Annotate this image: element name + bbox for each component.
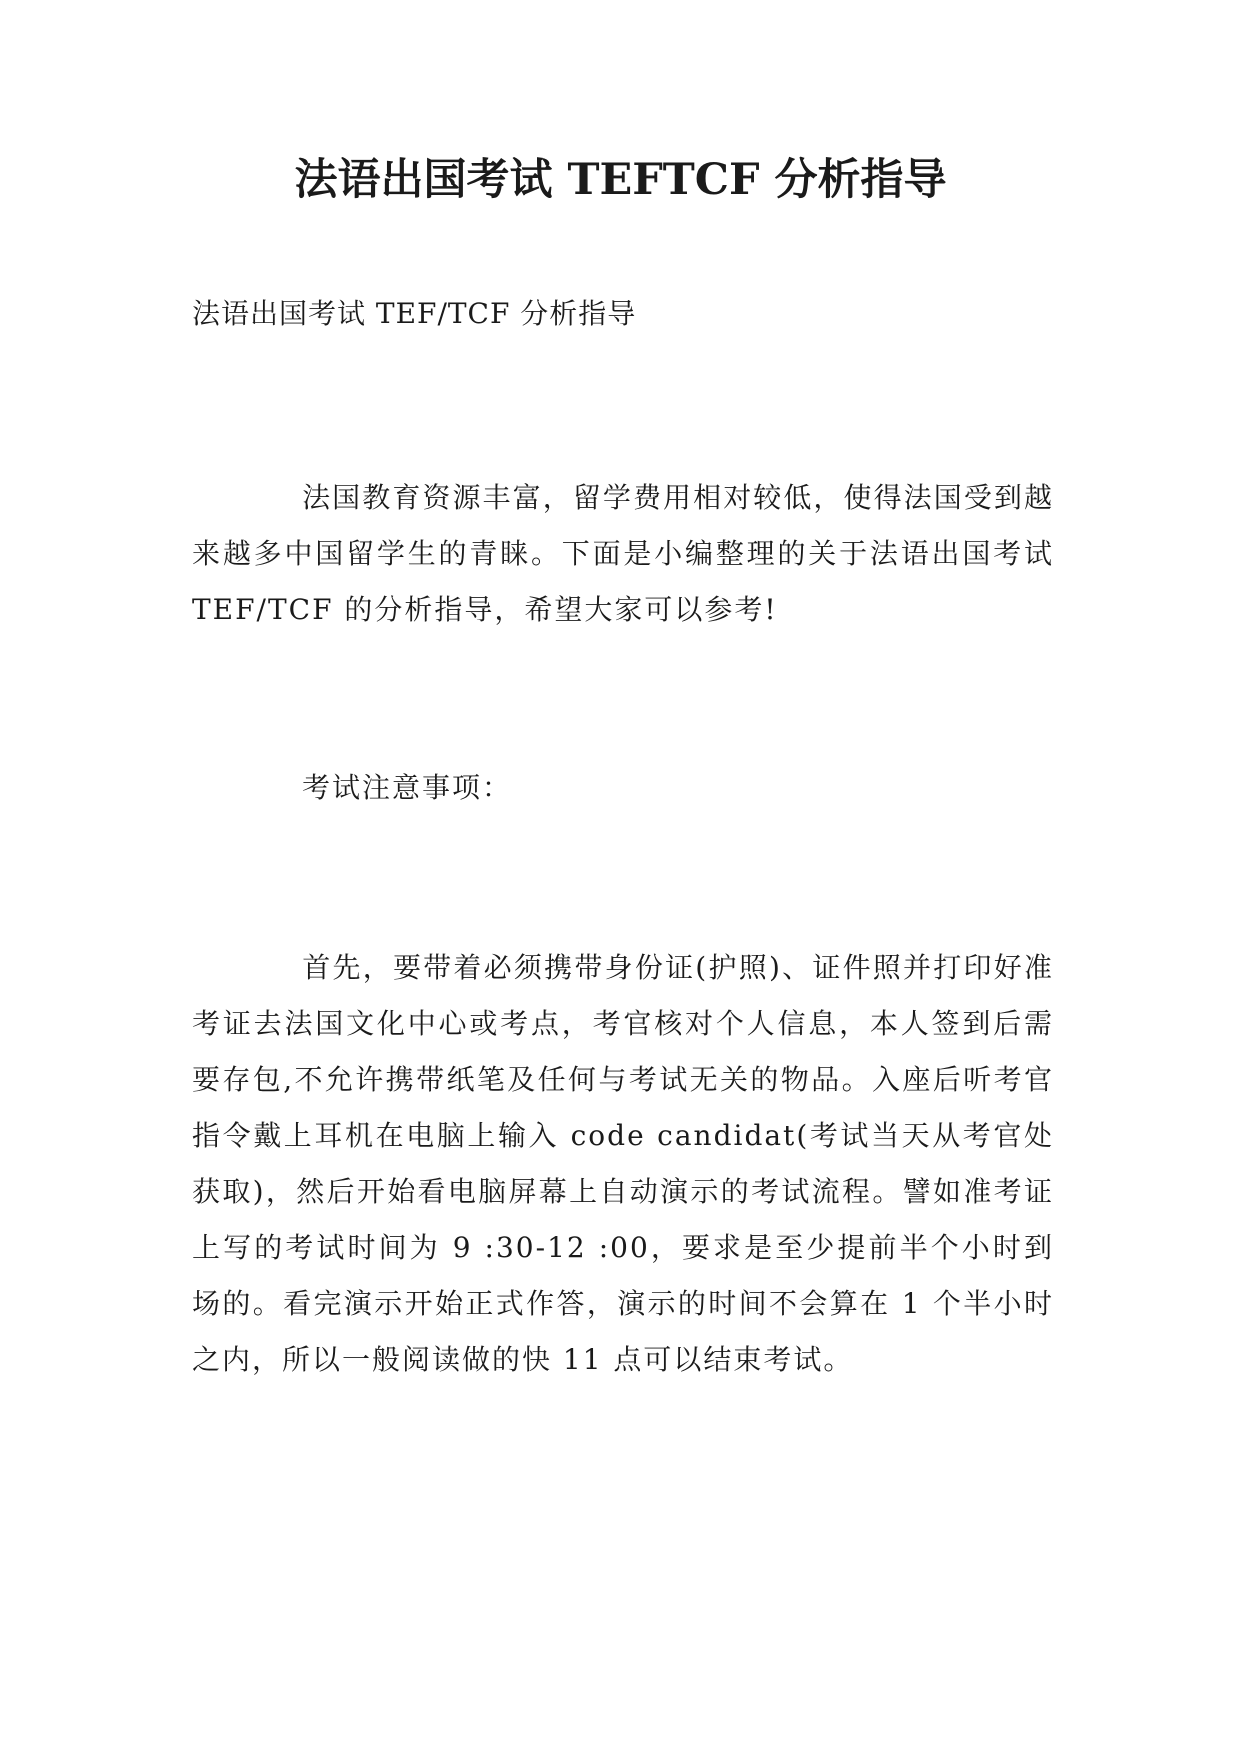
paragraph-intro-text: 法国教育资源丰富，留学费用相对较低，使得法国受到越来越多中国留学生的青睐。下面是小编整理的关于法语出国考试 TEF/TCF 的分析指导，希望大家可以参考! [192, 481, 1054, 626]
paragraph-intro [192, 470, 1054, 638]
paragraph-heading-notes-text: 考试注意事项： [302, 771, 513, 804]
paragraph-exam-procedure [192, 940, 1054, 1388]
document-subtitle: 法语出国考试 TEF/TCF 分析指导 [192, 297, 637, 330]
paragraph-exam-procedure-text: 首先，要带着必须携带身份证(护照)、证件照并打印好准考证去法国文化中心或考点，考官核对个人信息，本人签到后需要存包,不允许携带纸笔及任何与考试无关的物品。入座后听考官指令戴上耳机在电脑上输入 code candidat(考试当天从考官处获取)，然后开始看电脑屏幕上自动演示的考试流程。譬如准考证上写的考试时间为 9 :30-12 :00，要求是至少提前半个小时到场的。看完演示开始正式作答，演示的时间不会算在 1 个半小时之内，所以一般阅读做的快 11 点可以结束考试。 [192, 951, 1054, 1376]
document-title: 法语出国考试 TEFTCF 分析指导 [294, 155, 947, 205]
paragraph-heading-notes [192, 760, 1054, 816]
